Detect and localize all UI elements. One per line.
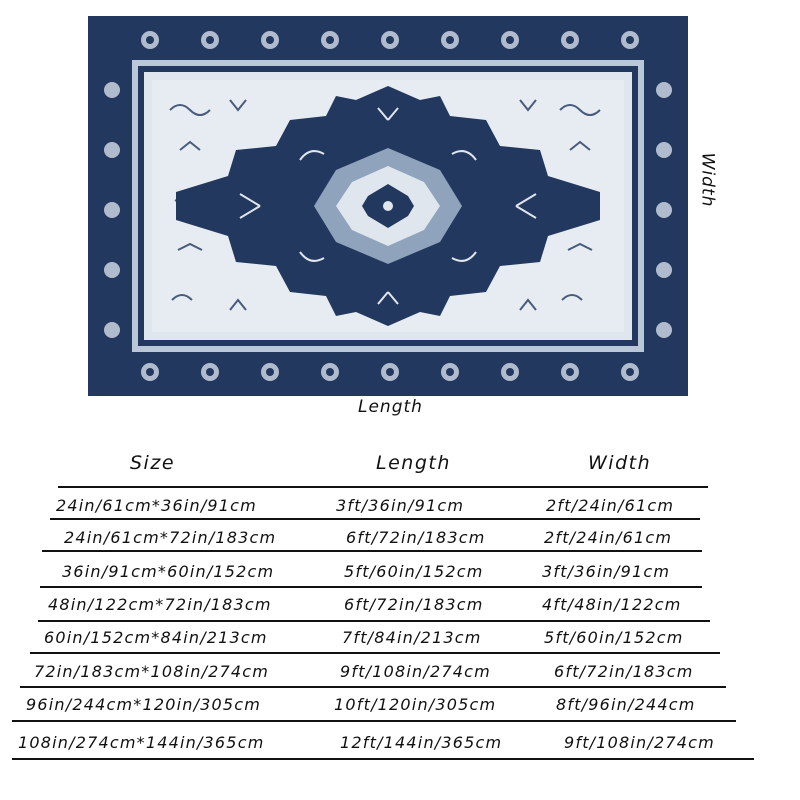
cell-length: 12ft/144in/365cm: [340, 733, 503, 752]
cell-width: 4ft/48in/122cm: [542, 595, 682, 614]
cell-size: 60in/152cm*84in/213cm: [44, 628, 268, 647]
cell-width: 2ft/24in/61cm: [544, 528, 673, 547]
table-divider: [58, 486, 708, 488]
table-divider: [50, 518, 700, 520]
table-divider: [30, 652, 720, 654]
cell-length: 7ft/84in/213cm: [342, 628, 482, 647]
cell-size: 96in/244cm*120in/305cm: [26, 695, 262, 714]
header-width: Width: [588, 452, 652, 474]
width-label: Width: [697, 152, 718, 208]
cell-size: 72in/183cm*108in/274cm: [34, 662, 270, 681]
cell-width: 2ft/24in/61cm: [546, 496, 675, 515]
cell-length: 10ft/120in/305cm: [334, 695, 497, 714]
table-divider: [12, 758, 754, 760]
cell-size: 24in/61cm*36in/91cm: [56, 496, 257, 515]
table-divider: [20, 686, 726, 688]
table-divider: [40, 586, 702, 588]
cell-size: 108in/274cm*144in/365cm: [18, 733, 265, 752]
table-divider: [12, 720, 736, 722]
cell-length: 6ft/72in/183cm: [346, 528, 486, 547]
header-length: Length: [376, 452, 451, 474]
cell-width: 5ft/60in/152cm: [544, 628, 684, 647]
cell-size: 48in/122cm*72in/183cm: [48, 595, 272, 614]
cell-width: 3ft/36in/91cm: [542, 562, 671, 581]
table-divider: [42, 550, 702, 552]
header-size: Size: [130, 452, 176, 474]
cell-width: 9ft/108in/274cm: [564, 733, 715, 752]
cell-size: 24in/61cm*72in/183cm: [64, 528, 277, 547]
table-divider: [38, 620, 710, 622]
length-label: Length: [358, 397, 423, 417]
cell-length: 5ft/60in/152cm: [344, 562, 484, 581]
cell-length: 3ft/36in/91cm: [336, 496, 465, 515]
cell-width: 8ft/96in/244cm: [556, 695, 696, 714]
cell-width: 6ft/72in/183cm: [554, 662, 694, 681]
cell-length: 9ft/108in/274cm: [340, 662, 491, 681]
cell-size: 36in/91cm*60in/152cm: [62, 562, 275, 581]
cell-length: 6ft/72in/183cm: [344, 595, 484, 614]
